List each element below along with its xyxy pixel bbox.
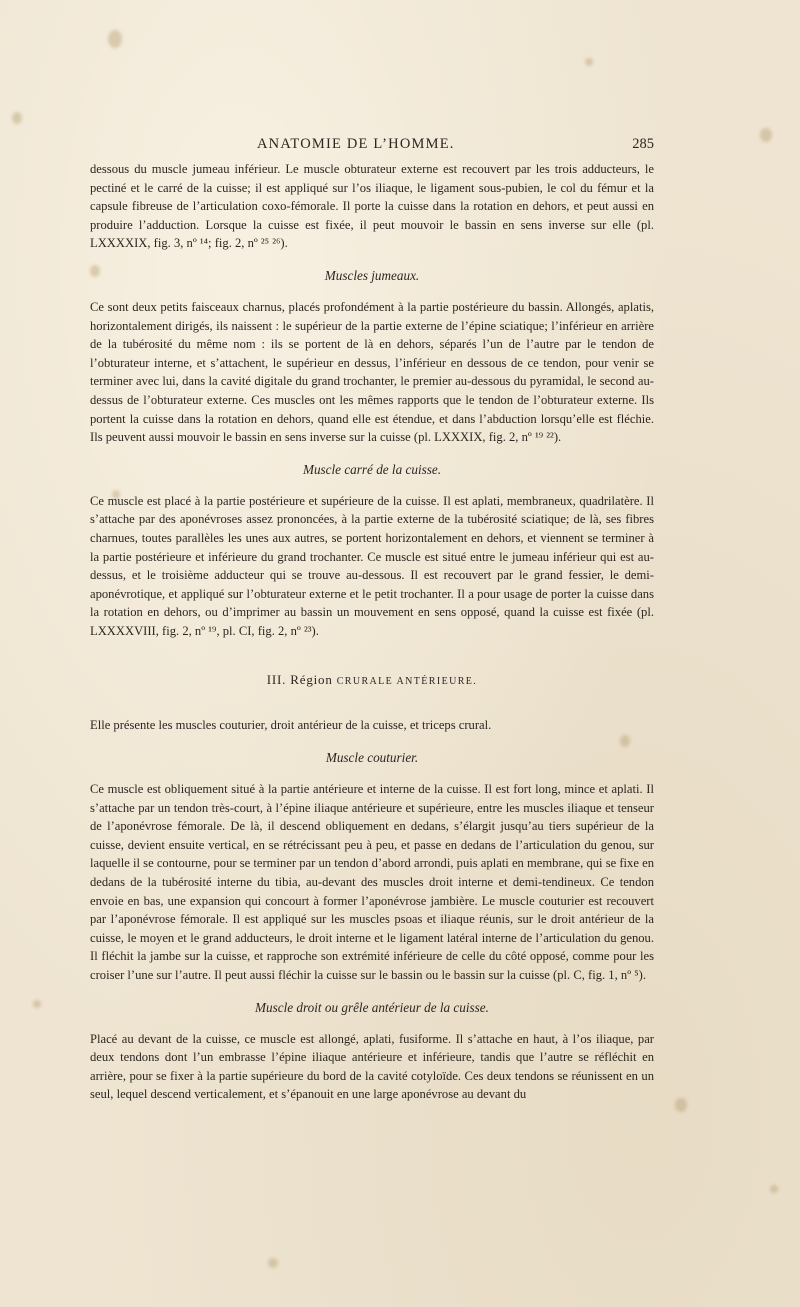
- foxing-spot: [12, 112, 22, 124]
- heading-muscle-carre: Muscle carré de la cuisse.: [302, 461, 442, 477]
- heading-muscle-couturier: Muscle couturier.: [325, 750, 419, 766]
- foxing-spot: [108, 30, 122, 48]
- page-number: 285: [632, 136, 654, 152]
- paragraph-muscle-couturier: Ce muscle est obliquement situé à la partie antérieure et interne de la cuisse. Il est fort long, mince et aplati. Il s’attache par un tendon très-court, à l’épine iliaque antérieure et supérieure, entre les muscles iliaque et tenseur de l’aponévrose fémorale. De là, il descend obliquement en dedans, s’élargit jusqu’au tiers supérieur de la cuisse, devient ensuite vertical, en se rétrécissant peu à peu, et passe en dedans de l’articulation du genou, sur laquelle il se contourne, pour se terminer par un tendon d’abord arrondi, puis aplati en membrane, qui se fixe en dedans de la tubérosité interne du tibia, au-devant des muscles droit interne et demi-tendineux. Ce tendon envoie en bas, une expansion qui concourt à former l’aponévrose jambière. Le muscle couturier est recouvert par l’aponévrose fémorale. Il est appliqué sur les muscles psoas et iliaque réunis, sur le droit antérieur de la cuisse, le moyen et le grand adducteurs, le droit interne et le ligament latéral interne de l’articulation du genou. Il fléchit la jambe sur la cuisse, et rapproche son extrémité inférieure de celle du côté opposé, comme pour les croiser l’une sur l’autre. Il peut aussi fléchir la cuisse sur le bassin ou le bassin sur la cuisse (pl. C, fig. 1, nº ⁵).: [90, 782, 654, 982]
- region-word: Région: [290, 672, 333, 688]
- paragraph-muscles-jumeaux: Ce sont deux petits faisceaux charnus, placés profondément à la partie postérieure du bassin. Allongés, aplatis, horizontalement dirigés, ils naissent : le supérieur de la partie externe de l’épine sciatique; l’inférieur en arrière de la tubérosité du même nom : ils se portent de là en dehors, séparés l’un de l’autre par le tendon de l’obturateur interne, et s’attachent, le supérieur en dessus, l’inférieur en dessous de ce tendon, pour venir se terminer avec lui, dans la cavité digitale du grand trochanter, le premier au-dessous du pyramidal, le second au-dessus de l’obturateur externe. Ces muscles ont les mêmes rapports que le tendon de l’obturateur externe. Ils portent la cuisse dans la rotation en dehors, quand elle est étendue, et dans l’abduction lorsqu’elle est fléchie. Ils peuvent aussi mouvoir le bassin en sens inverse sur la cuisse (pl. LXXXIX, fig. 2, nº ¹⁹ ²²).: [90, 299, 654, 445]
- running-title: ANATOMIE DE L’HOMME.: [257, 136, 455, 152]
- main-text: [90, 160, 654, 1104]
- heading-muscles-jumeaux: Muscles jumeaux.: [324, 267, 420, 283]
- paragraph-obturateur-externe: dessous du muscle jumeau inférieur. Le muscle obturateur externe est recouvert par les trois adducteurs, le pectiné et le carré de la cuisse; il est appliqué sur l’os iliaque, le ligament sous-pubien, le col du fémur et la capsule fibreuse de l’articulation coxo-fémorale. Il porte la cuisse dans la rotation en dehors, et peut aussi en produire l’adduction. Lorsque la cuisse est fixée, il peut mouvoir le bassin en sens inverse sur elle (pl. LXXXXIX, fig. 3, nº ¹⁴; fig. 2, nº ²⁵ ²⁶).: [90, 162, 654, 251]
- paragraph-muscle-droit: Placé au devant de la cuisse, ce muscle est allongé, aplati, fusiforme. Il s’attache en haut, à l’os iliaque, par deux tendons dont l’un embrasse l’épine iliaque antérieure et inférieure, tandis que l’autre se réfléchit en arrière, pour se fixer à la partie supérieure du bord de la cavité cotyloïde. Ces deux tendons se réunissent en un seul, lequel descend verticalement, et s’épanouit en une large aponévrose au devant du: [90, 1031, 654, 1102]
- foxing-spot: [675, 1098, 687, 1112]
- heading-muscle-droit: Muscle droit ou grêle antérieur de la cuisse.: [255, 999, 489, 1015]
- region-number: III.: [266, 672, 287, 688]
- foxing-spot: [33, 1000, 41, 1008]
- region-heading: [90, 672, 654, 688]
- foxing-spot: [585, 58, 593, 66]
- foxing-spot: [760, 128, 772, 142]
- paragraph-region-intro: Elle présente les muscles couturier, droit antérieur de la cuisse, et triceps crural.: [90, 718, 492, 733]
- running-head: [90, 136, 654, 154]
- foxing-spot: [770, 1185, 778, 1193]
- paragraph-muscle-carre: Ce muscle est placé à la partie postérieure et supérieure de la cuisse. Il est aplati, membraneux, quadrilatère. Il s’attache par des aponévroses assez prononcées, à la partie externe de la tubérosité sciatique; de là, ses fibres charnues, toutes parallèles les unes aux autres, se portent horizontalement en dehors, et viennent se terminer à la partie postérieure et inférieure du grand trochanter. Ce muscle est situé entre le jumeau inférieur qui est au-dessus, et le troisième adducteur qui se trouve au-dessous. Il est recouvert par le grand fessier, le demi-aponévrotique, et appliqué sur l’obturateur externe et le petit trochanter. Il a pour usage de porter la cuisse dans la rotation en dehors, ou d’imprimer au bassin un mouvement en sens opposé, quand la cuisse est fixée (pl. LXXXXVIII, fig. 2, nº ¹⁹, pl. CI, fig. 2, nº ²³).: [90, 493, 654, 638]
- foxing-spot: [268, 1258, 278, 1268]
- region-subtitle: CRURALE ANTÉRIEURE.: [336, 676, 478, 688]
